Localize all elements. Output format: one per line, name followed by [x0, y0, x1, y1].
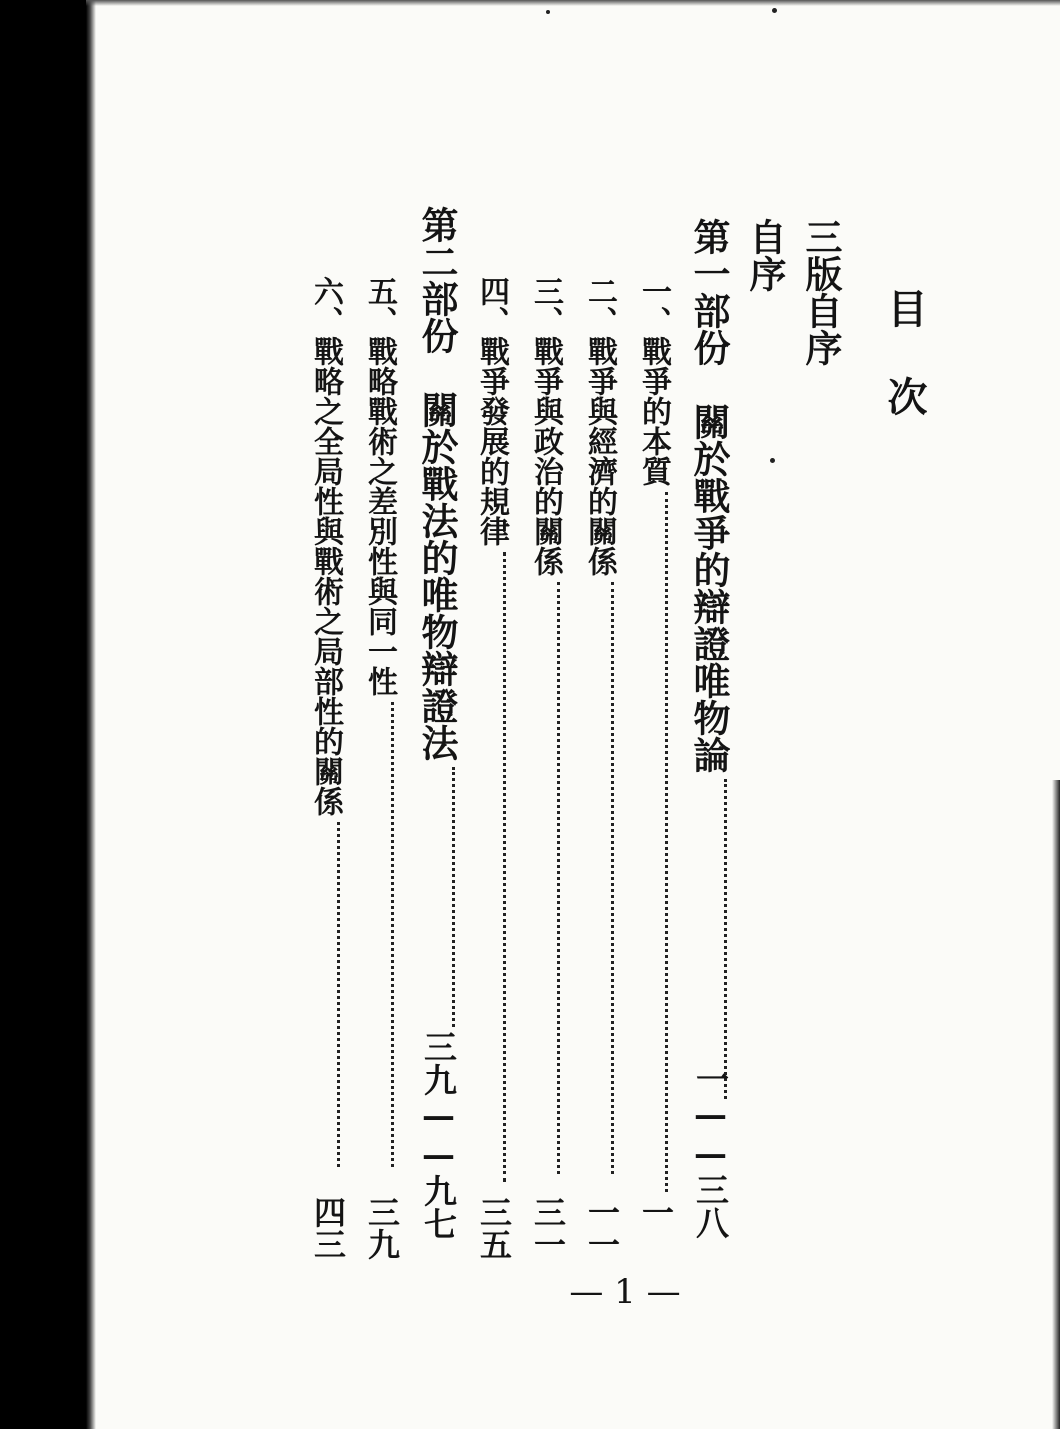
toc-entry-chapter-6 — [308, 276, 343, 1173]
toc-entry-chapter-2 — [582, 276, 617, 1180]
dot-leader — [391, 702, 394, 1167]
toc-entry-part-one — [687, 218, 731, 1105]
scan-left-border-edge — [86, 0, 96, 1429]
toc-entry-chapter-3 — [528, 276, 563, 1180]
toc-entry-preface-third-edition: 三版自序 — [799, 218, 843, 366]
toc-entry-label: 第二部份 關於戰法的唯物辯證法 — [415, 206, 459, 761]
toc-entry-chapter-1 — [636, 276, 671, 1198]
toc-entry-label: 第一部份 關於戰爭的辯證唯物論 — [687, 218, 731, 773]
toc-title: 目次 — [881, 288, 928, 464]
scan-left-border — [0, 0, 86, 1429]
toc-entry-label: 四、戰爭發展的規律 — [474, 276, 509, 546]
toc-entry-preface: 自序 — [743, 218, 787, 292]
scan-top-edge — [86, 0, 1060, 6]
scan-speck — [546, 10, 550, 14]
toc-entry-label: 五、戰略戰術之差別性與同一性 — [362, 276, 397, 696]
scan-speck — [770, 458, 775, 463]
toc-page-part-two: 三九——九七 — [419, 1030, 458, 1240]
dot-leader — [665, 492, 668, 1192]
toc-entry-label: 三、戰爭與政治的關係 — [528, 276, 563, 576]
toc-page-chapter-4: 三五 — [475, 1196, 513, 1260]
toc-page-chapter-1: 一 — [637, 1196, 675, 1228]
toc-entry-label: 二、戰爭與經濟的關係 — [582, 276, 617, 576]
toc-entry-part-two — [415, 206, 459, 1033]
dot-leader — [337, 822, 340, 1167]
dot-leader — [724, 779, 727, 1099]
dot-leader — [611, 582, 614, 1174]
toc-page-chapter-2: 一一 — [583, 1196, 621, 1260]
toc-page-chapter-3: 三一 — [529, 1196, 567, 1260]
dot-leader — [452, 767, 455, 1027]
toc-entry-label: 一、戰爭的本質 — [636, 276, 671, 486]
scan-right-edge — [1052, 780, 1060, 1429]
toc-page-part-one: 一——三八 — [691, 1062, 730, 1239]
page-number: — 1 — — [569, 1272, 681, 1312]
toc-entry-chapter-5 — [362, 276, 397, 1173]
dot-leader — [503, 552, 506, 1182]
toc-entry-label: 六、戰略之全局性與戰術之局部性的關係 — [308, 276, 343, 816]
scan-speck — [772, 8, 777, 13]
toc-entry-chapter-4 — [474, 276, 509, 1188]
toc-page-chapter-5: 三九 — [363, 1196, 401, 1260]
toc-page-chapter-6: 四三 — [309, 1196, 347, 1260]
dot-leader — [557, 582, 560, 1174]
